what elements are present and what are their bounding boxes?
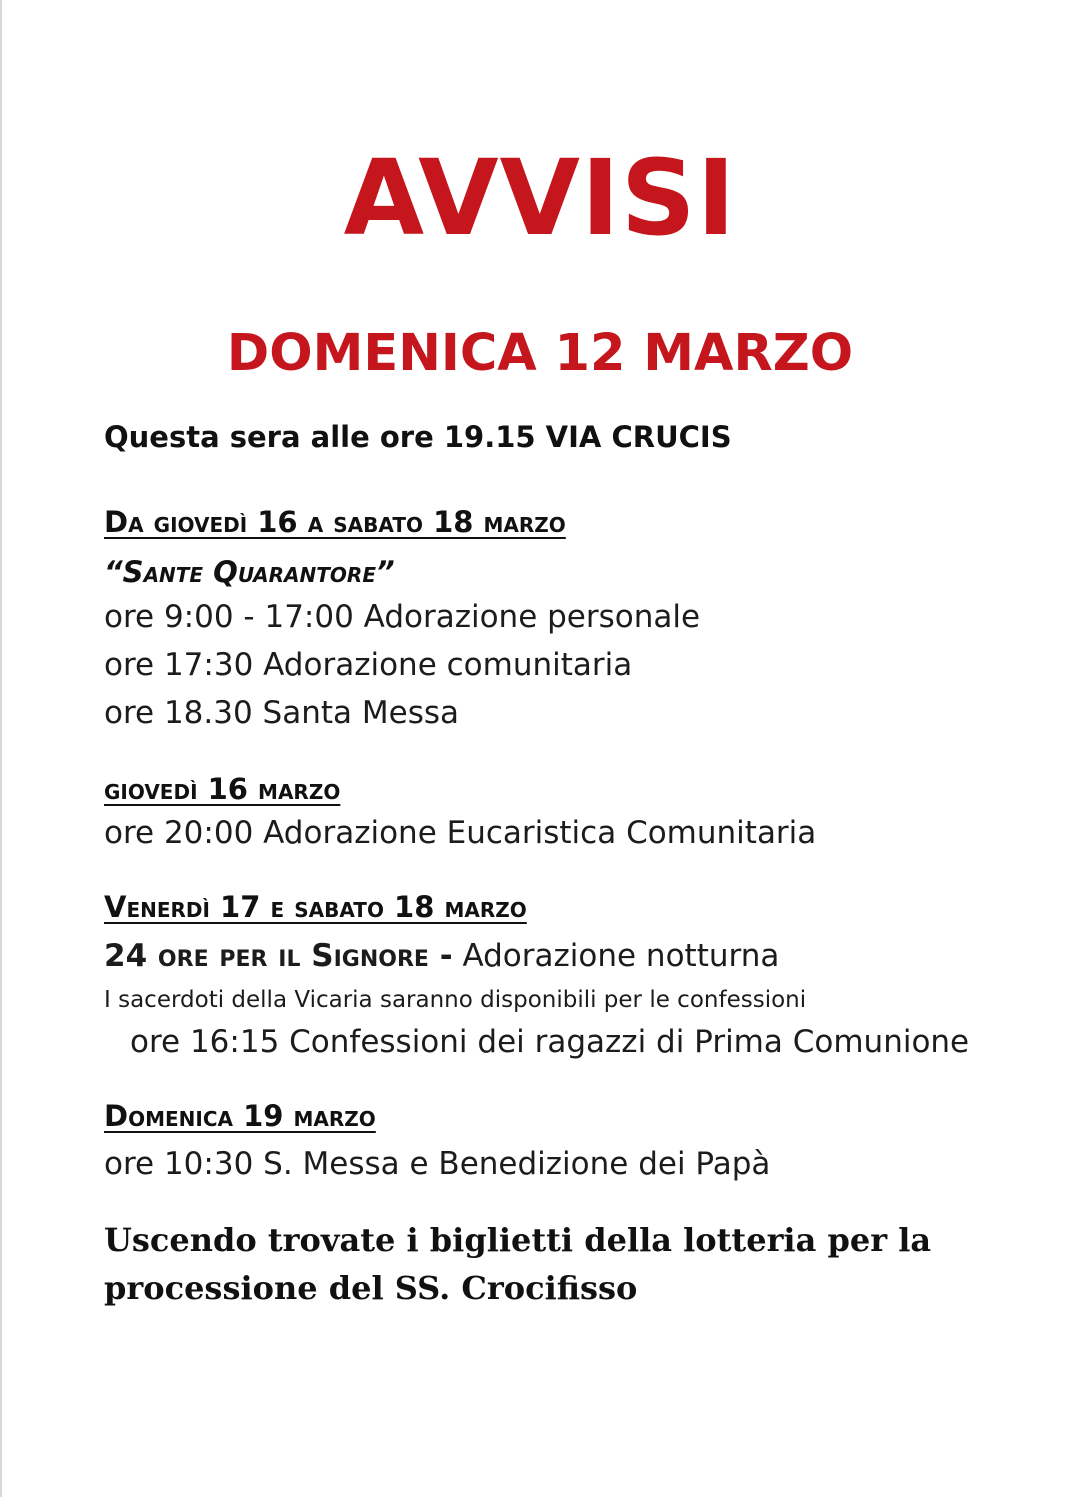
schedule-line: ore 20:00 Adorazione Eucaristica Comunitaria bbox=[104, 815, 817, 851]
section-heading-venerdi: Venerdì 17 e sabato 18 marzo bbox=[104, 890, 527, 924]
schedule-line: ore 18.30 Santa Messa bbox=[104, 695, 460, 731]
intro-line: Questa sera alle ore 19.15 VIA CRUCIS bbox=[104, 420, 732, 454]
lottery-notice-line-1: Uscendo trovate i biglietti della lotteria per la bbox=[104, 1221, 932, 1259]
section-heading-quarantore: Da giovedì 16 a sabato 18 marzo bbox=[104, 505, 566, 539]
page-subtitle: DOMENICA 12 MARZO bbox=[226, 324, 854, 383]
confession-note: I sacerdoti della Vicaria saranno disponibili per le confessioni bbox=[104, 987, 807, 1013]
lottery-notice-line-2: processione del SS. Crocifisso bbox=[104, 1269, 638, 1307]
highlight-rest-text: Adorazione notturna bbox=[452, 938, 780, 974]
highlight-line bbox=[104, 936, 779, 976]
page-title: AVVISI bbox=[343, 137, 737, 259]
section-subheading-quarantore: “Sante Quarantore” bbox=[104, 555, 395, 589]
lottery-notice bbox=[104, 1216, 1004, 1312]
schedule-line: ore 9:00 - 17:00 Adorazione personale bbox=[104, 599, 701, 635]
section-heading-giovedi: giovedì 16 marzo bbox=[104, 772, 341, 806]
section-heading-domenica: Domenica 19 marzo bbox=[104, 1099, 376, 1133]
schedule-line: ore 10:30 S. Messa e Benedizione dei Papà bbox=[104, 1146, 771, 1182]
schedule-line: ore 16:15 Confessioni dei ragazzi di Prima Comunione bbox=[130, 1024, 970, 1060]
highlight-bold-text: 24 ore per il Signore - bbox=[104, 938, 453, 974]
schedule-line: ore 17:30 Adorazione comunitaria bbox=[104, 647, 633, 683]
